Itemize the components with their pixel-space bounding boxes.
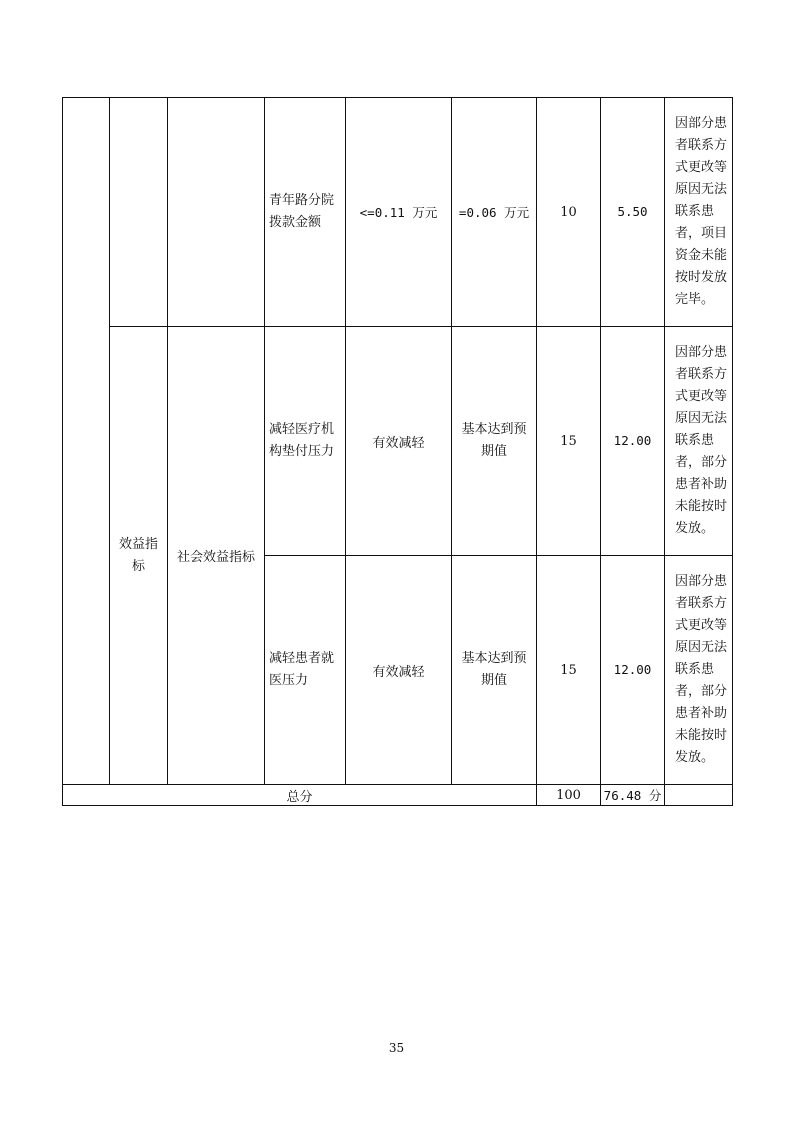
deviation-reason: 因部分患者联系方式更改等原因无法联系患者，部分患者补助未能按时发放。 xyxy=(675,574,728,765)
actual-cell xyxy=(452,556,537,785)
actual-cell xyxy=(452,327,537,556)
deviation-reason: 因部分患者联系方式更改等原因无法联系患者，部分患者补助未能按时发放。 xyxy=(675,345,728,536)
total-score-cell xyxy=(601,785,665,806)
total-weight: 100 xyxy=(556,787,581,803)
second-level-cell-empty xyxy=(110,98,168,327)
score-cell xyxy=(601,327,665,556)
weight-value: 10 xyxy=(560,204,577,220)
performance-table xyxy=(62,97,733,806)
second-level-cell xyxy=(110,327,168,785)
third-level-cell-empty xyxy=(168,98,265,327)
total-score: 76.48 分 xyxy=(603,788,662,803)
total-row xyxy=(63,785,733,806)
actual-value: =0.06 万元 xyxy=(458,205,530,220)
indicator-name: 青年路分院拨款金额 xyxy=(269,193,335,230)
weight-cell xyxy=(537,98,601,327)
total-weight-cell xyxy=(537,785,601,806)
deviation-reason: 因部分患者联系方式更改等原因无法联系患者，项目资金未能按时发放完毕。 xyxy=(675,116,728,307)
reason-cell xyxy=(665,327,733,556)
actual-value: 基本达到预期值 xyxy=(461,651,527,688)
weight-value: 15 xyxy=(560,662,577,678)
indicator-name: 减轻患者就医压力 xyxy=(269,651,335,688)
total-label-cell xyxy=(63,785,537,806)
reason-cell xyxy=(665,98,733,327)
category-level1: 效益指标 xyxy=(118,536,158,574)
weight-cell xyxy=(537,327,601,556)
score-cell xyxy=(601,556,665,785)
weight-value: 15 xyxy=(560,433,577,449)
reason-cell xyxy=(665,556,733,785)
annual-target: 有效减轻 xyxy=(372,664,425,680)
actual-value: 基本达到预期值 xyxy=(461,422,527,459)
table-row xyxy=(63,98,733,327)
page-number: 35 xyxy=(388,1041,405,1055)
first-level-cell xyxy=(63,98,110,785)
score-value: 5.50 xyxy=(617,204,648,219)
weight-cell xyxy=(537,556,601,785)
category-level2: 社会效益指标 xyxy=(176,550,255,565)
target-cell xyxy=(346,98,452,327)
total-reason-cell xyxy=(665,785,733,806)
annual-target: <=0.11 万元 xyxy=(359,205,438,220)
actual-cell xyxy=(452,98,537,327)
indicator-cell xyxy=(265,556,346,785)
third-level-cell xyxy=(168,327,265,785)
target-cell xyxy=(346,327,452,556)
annual-target: 有效减轻 xyxy=(372,435,425,451)
target-cell xyxy=(346,556,452,785)
total-label: 总分 xyxy=(286,789,313,805)
score-value: 12.00 xyxy=(613,433,652,448)
indicator-cell xyxy=(265,327,346,556)
score-value: 12.00 xyxy=(613,662,652,677)
score-cell xyxy=(601,98,665,327)
table-row xyxy=(63,327,733,556)
indicator-cell xyxy=(265,98,346,327)
indicator-name: 减轻医疗机构垫付压力 xyxy=(269,422,335,459)
